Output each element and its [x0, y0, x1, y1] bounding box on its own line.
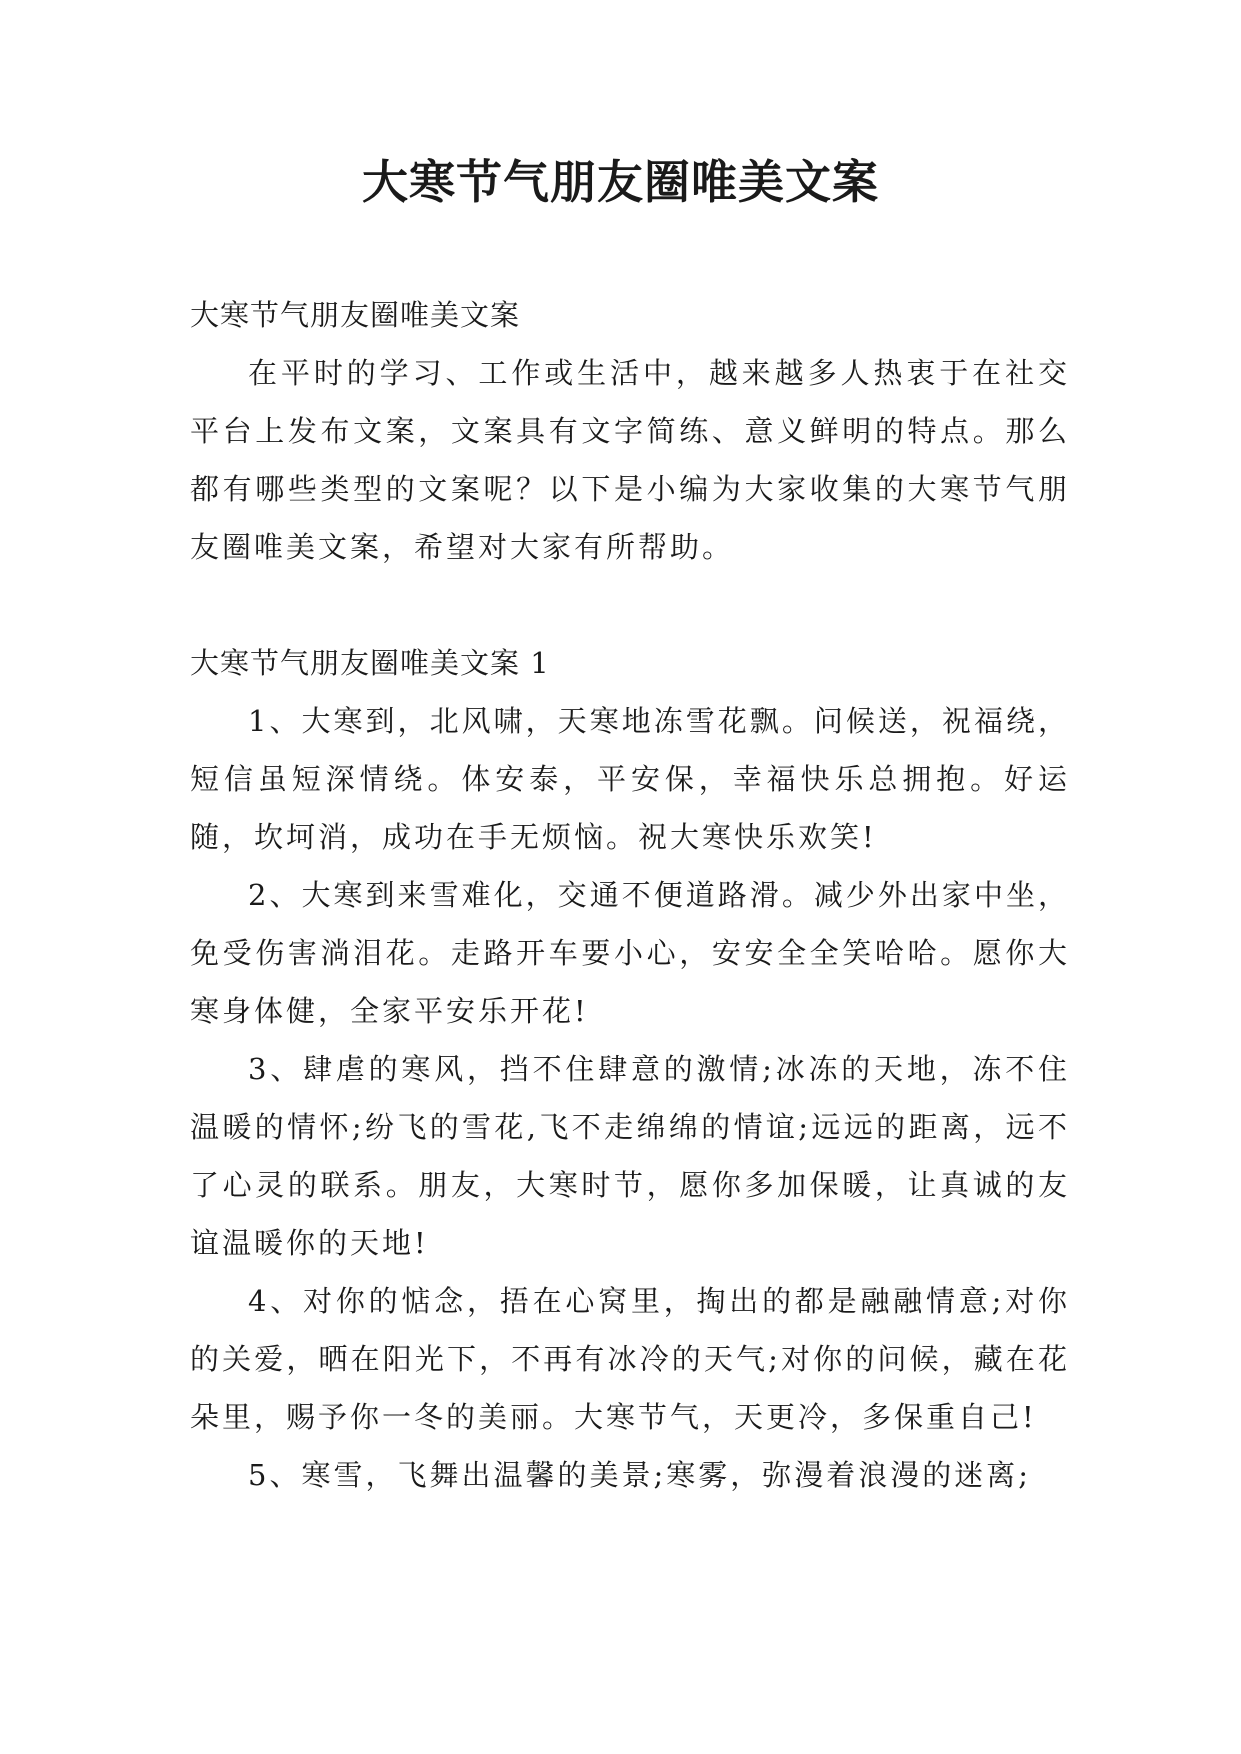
- intro-heading: 大寒节气朋友圈唯美文案: [190, 298, 521, 332]
- section-spacer: [190, 576, 1070, 634]
- document-title: 大寒节气朋友圈唯美文案: [362, 155, 879, 209]
- section-heading: 大寒节气朋友圈唯美文案 1: [190, 646, 550, 680]
- list-item: 1、大寒到，北风啸，天寒地冻雪花飘。问候送，祝福绕，短信虽短深情绕。体安泰，平安保，幸福快乐总拥抱。好运随，坎坷消，成功在手无烦恼。祝大寒快乐欢笑!: [190, 704, 1070, 854]
- document-body: [190, 286, 1070, 1504]
- list-item: 2、大寒到来雪难化，交通不便道路滑。减少外出家中坐，免受伤害淌泪花。走路开车要小心，安安全全笑哈哈。愿你大寒身体健，全家平安乐开花!: [190, 878, 1070, 1028]
- list-item: 3、肆虐的寒风，挡不住肆意的激情;冰冻的天地，冻不住温暖的情怀;纷飞的雪花,飞不走绵绵的情谊;远远的距离，远不了心灵的联系。朋友，大寒时节，愿你多加保暖，让真诚的友谊温暖你的天地!: [190, 1052, 1070, 1260]
- list-item: 4、对你的惦念，捂在心窝里，掏出的都是融融情意;对你的关爱，晒在阳光下，不再有冰冷的天气;对你的问候，藏在花朵里，赐予你一冬的美丽。大寒节气，天更冷，多保重自己!: [190, 1284, 1070, 1434]
- intro-paragraph: 在平时的学习、工作或生活中，越来越多人热衷于在社交平台上发布文案，文案具有文字简练、意义鲜明的特点。那么都有哪些类型的文案呢？以下是小编为大家收集的大寒节气朋友圈唯美文案，希望对大家有所帮助。: [190, 356, 1070, 564]
- list-item: 5、寒雪，飞舞出温馨的美景;寒雾，弥漫着浪漫的迷离;: [248, 1458, 1031, 1492]
